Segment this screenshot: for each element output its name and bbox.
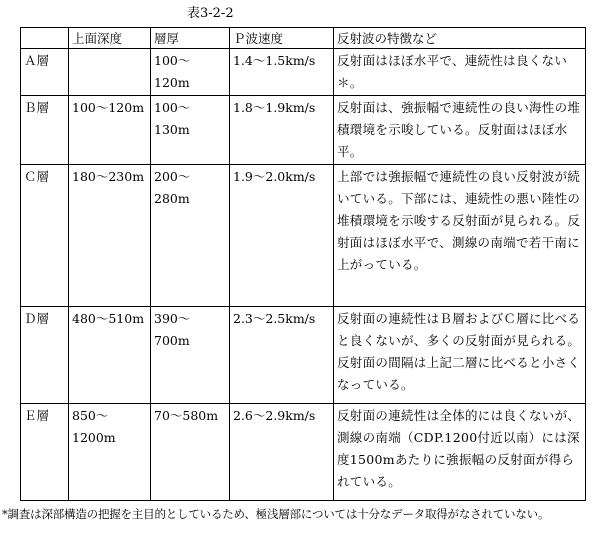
table-row (21, 165, 586, 307)
header-layer (21, 28, 69, 49)
layer-name: Ｄ層 (21, 307, 69, 404)
header-top-depth: 上面深度 (69, 28, 151, 49)
p-wave-velocity: 2.3～2.5km/s (230, 307, 334, 404)
p-wave-velocity: 1.4～1.5km/s (230, 49, 334, 96)
reflection-features: 反射面の連続性は全体的には良くないが、測線の南端（CDP.1200付近以南）には深度1500mあたりに強振幅の反射面が得られている。 (334, 404, 586, 501)
reflection-features: 反射面はほぼ水平で、連続性は良くない＊。 (334, 49, 586, 96)
top-depth: 180～230m (69, 165, 151, 307)
reflection-features: 反射面の連続性はＢ層およびＣ層に比べると良くないが、多くの反射面が見られる。反射面の間隔は上記二層に比べると小さくなっている。 (334, 307, 586, 404)
p-wave-velocity: 2.6～2.9km/s (230, 404, 334, 501)
layer-name: Ｃ層 (21, 165, 69, 307)
top-depth (69, 49, 151, 96)
top-depth: 850～1200m (69, 404, 151, 501)
reflection-features: 上部では強振幅で連続性の良い反射波が続いている。下部には、連続性の悪い陸性の堆積環境を示唆する反射面が見られる。反射面はほぼ水平で、測線の南端で若干南に上がっている。 (334, 165, 586, 307)
table-row (21, 307, 586, 404)
header-p-wave-velocity: Ｐ波速度 (230, 28, 334, 49)
reflection-features: 反射面は、強振幅で連続性の良い海性の堆積環境を示唆している。反射面はほぼ水平。 (334, 96, 586, 165)
layer-name: Ａ層 (21, 49, 69, 96)
layer-name: Ｂ層 (21, 96, 69, 165)
table-row (21, 404, 586, 501)
p-wave-velocity: 1.8～1.9km/s (230, 96, 334, 165)
table-caption: 表3-2-2 (187, 6, 234, 21)
layer-name: Ｅ層 (21, 404, 69, 501)
top-depth: 100～120m (69, 96, 151, 165)
top-depth: 480～510m (69, 307, 151, 404)
layer-properties-table (20, 27, 586, 501)
header-reflection-features: 反射波の特徴など (334, 28, 586, 49)
thickness: 100～130m (151, 96, 230, 165)
table-row (21, 96, 586, 165)
thickness: 200～280m (151, 165, 230, 307)
footnote: *調査は深部構造の把握を主目的としているため、極浅層部については十分なデータ取得がなされていない。 (2, 507, 550, 521)
table-header-row (21, 28, 586, 49)
p-wave-velocity: 1.9～2.0km/s (230, 165, 334, 307)
thickness: 390～700m (151, 307, 230, 404)
thickness: 70～580m (151, 404, 230, 501)
thickness: 100～120m (151, 49, 230, 96)
header-thickness: 層厚 (151, 28, 230, 49)
table-row (21, 49, 586, 96)
